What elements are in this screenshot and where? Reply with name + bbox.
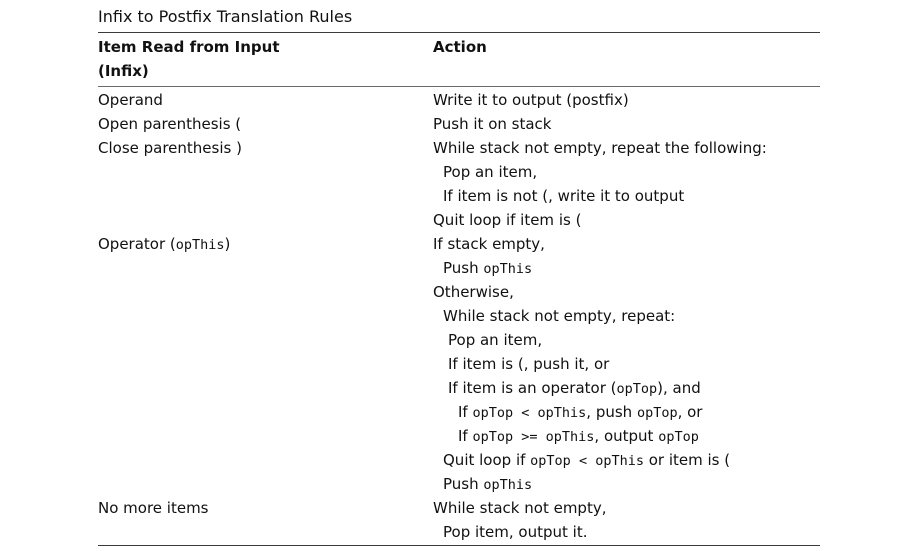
text-segment: Pop an item,	[443, 163, 538, 181]
text-segment: , push	[586, 403, 637, 421]
action-line	[443, 160, 537, 184]
text-segment: Push	[443, 475, 484, 493]
action-line	[443, 184, 684, 208]
code-token: opThis	[483, 477, 533, 493]
text-segment: Write it to output (postfix)	[433, 91, 629, 109]
text-segment: Otherwise,	[433, 283, 514, 301]
text-segment: While stack not empty, repeat the following:	[433, 139, 767, 157]
action-line	[433, 496, 606, 520]
code-token: opThis	[483, 261, 533, 277]
text-segment: If	[458, 427, 473, 445]
code-token: opTop	[636, 405, 678, 421]
action-line	[433, 208, 581, 232]
text-segment: Operand	[98, 91, 163, 109]
text-segment: , or	[677, 403, 703, 421]
action-line	[443, 472, 532, 496]
code-token: opTop	[658, 429, 699, 445]
item-cell	[98, 136, 242, 160]
action-line	[433, 280, 514, 304]
bottom-rule	[98, 545, 820, 546]
text-segment: If item is an operator (	[448, 379, 617, 397]
text-segment: Pop an item,	[448, 331, 543, 349]
action-line	[448, 376, 701, 400]
text-segment: Push	[443, 259, 484, 277]
text-segment: If	[458, 403, 473, 421]
action-line	[448, 352, 609, 376]
text-segment: Close parenthesis )	[98, 139, 242, 157]
text-segment: Open parenthesis (	[98, 115, 242, 133]
code-token: opTop < opThis	[472, 405, 587, 421]
text-segment: If stack empty,	[433, 235, 545, 253]
item-cell	[98, 232, 230, 256]
text-segment: While stack not empty,	[433, 499, 607, 517]
header-rule	[98, 86, 820, 87]
text-segment: Operator (	[98, 235, 176, 253]
top-rule	[98, 32, 820, 33]
text-segment: While stack not empty, repeat:	[443, 307, 676, 325]
action-line	[443, 520, 587, 544]
text-segment: Quit loop if item is (	[433, 211, 582, 229]
column-header-action: Action	[433, 38, 487, 56]
action-line	[443, 448, 730, 472]
text-segment: Quit loop if	[443, 451, 531, 469]
text-segment: Pop item, output it.	[443, 523, 588, 541]
text-segment: or item is (	[643, 451, 731, 469]
action-line	[443, 256, 532, 280]
action-line	[433, 112, 551, 136]
action-line	[433, 136, 767, 160]
text-segment: If item is not (, write it to output	[443, 187, 685, 205]
text-segment: , output	[594, 427, 659, 445]
text-segment: ), and	[657, 379, 701, 397]
action-line	[443, 304, 675, 328]
column-header-item: Item Read from Input	[98, 38, 280, 56]
action-line	[458, 424, 699, 448]
action-line	[458, 400, 702, 424]
item-cell	[98, 88, 163, 112]
item-cell	[98, 496, 209, 520]
code-token: opThis	[175, 237, 225, 253]
text-segment: If item is (, push it, or	[448, 355, 610, 373]
table-caption: Infix to Postfix Translation Rules	[98, 7, 353, 26]
text-segment: )	[224, 235, 231, 253]
item-cell	[98, 112, 241, 136]
text-segment: No more items	[98, 499, 209, 517]
action-line	[448, 328, 542, 352]
action-line	[433, 88, 629, 112]
code-token: opTop >= opThis	[472, 429, 595, 445]
code-token: opTop	[616, 381, 658, 397]
action-line	[433, 232, 545, 256]
text-segment: Push it on stack	[433, 115, 552, 133]
code-token: opTop < opThis	[530, 453, 644, 469]
column-header-item-sub: (Infix)	[98, 62, 149, 80]
